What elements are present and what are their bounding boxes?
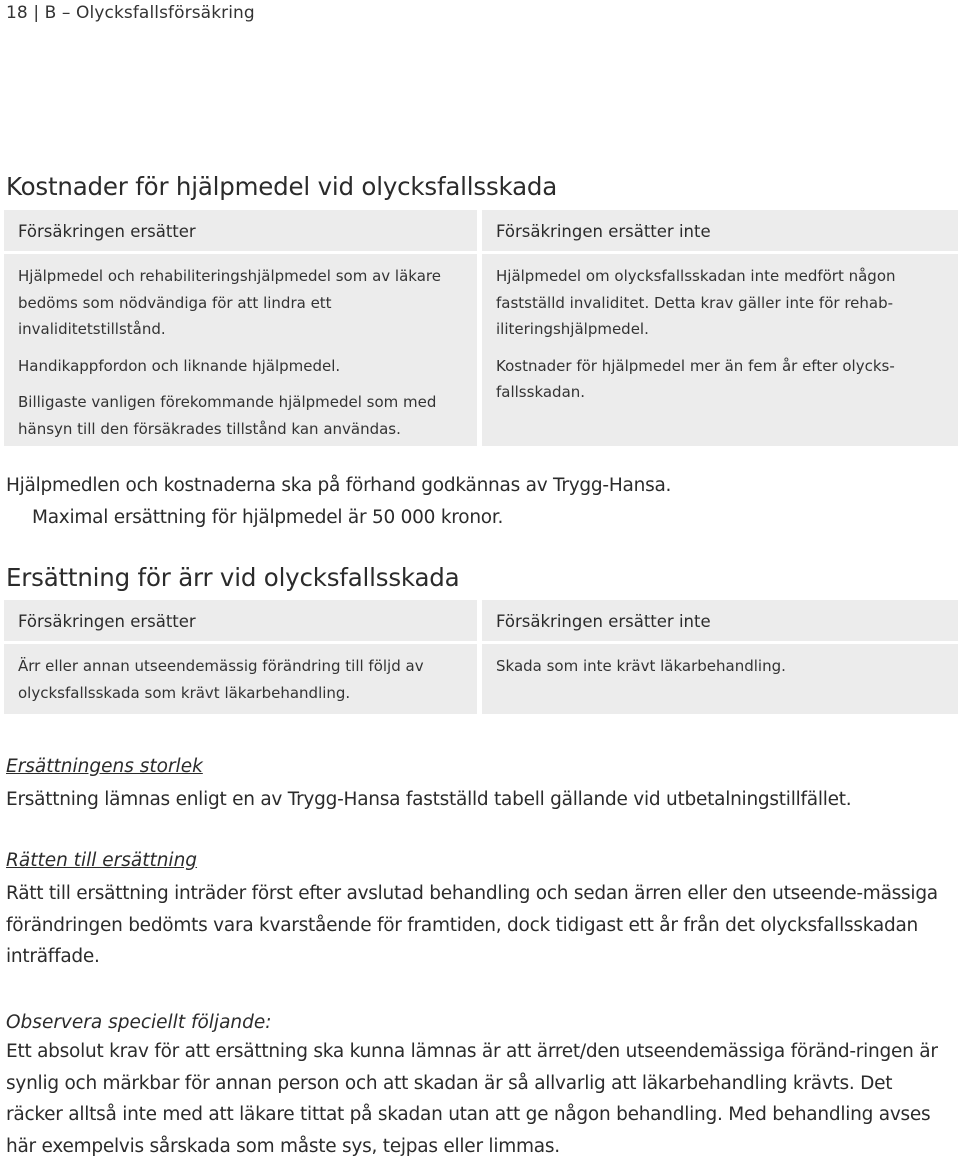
not-covered-box-scars xyxy=(482,600,958,714)
not-covered-heading: Försäkringen ersätter inte xyxy=(496,612,711,631)
covered-list xyxy=(18,653,471,716)
covered-box-scars xyxy=(4,600,477,714)
divider xyxy=(482,641,958,644)
observe-heading: Observera speciellt följande: xyxy=(6,1012,272,1033)
max-compensation-line: Maximal ersättning för hjälpmedel är 50 000 kronor. xyxy=(32,506,504,528)
right-to-compensation-heading: Rätten till ersättning xyxy=(6,850,198,871)
divider xyxy=(482,251,958,254)
divider xyxy=(4,641,477,644)
not-covered-list xyxy=(496,653,952,690)
approval-note-line: Hjälpmedlen och kostnaderna ska på förhand godkännas av Trygg-Hansa. xyxy=(6,475,672,496)
not-covered-list xyxy=(496,263,952,416)
not-covered-item: Skada som inte krävt läkarbehandling. xyxy=(496,657,786,675)
running-header: 18 | B – Olycksfallsförsäkring xyxy=(6,3,255,23)
covered-heading: Försäkringen ersätter xyxy=(18,222,196,241)
not-covered-heading: Försäkringen ersätter inte xyxy=(496,222,711,241)
divider xyxy=(4,251,477,254)
not-covered-item: Kostnader för hjälpmedel mer än fem år efter olycks-fallsskadan. xyxy=(496,356,895,401)
right-to-compensation-text: Rätt till ersättning inträder först efter avslutad behandling och sedan ärren eller den utseende-mässiga förändringen bedömts vara kvarstående för framtiden, dock tidigast ett år från det olycksfallsskadan inträffade. xyxy=(6,883,938,967)
covered-item: Billigaste vanligen förekommande hjälpmedel som med hänsyn till den försäkrades tillstånd kan användas. xyxy=(18,393,437,438)
compensation-size-heading: Ersättningens storlek xyxy=(6,756,203,777)
covered-item: Hjälpmedel och rehabiliteringshjälpmedel som av läkare bedöms som nödvändiga för att lindra ett invaliditetstillstånd. xyxy=(18,267,441,338)
not-covered-item: Hjälpmedel om olycksfallsskadan inte medfört någon fastställd invaliditet. Detta krav gäller inte för rehab-iliteringshjälpmedel. xyxy=(496,267,896,338)
approval-note xyxy=(6,470,952,533)
observe-text: Ett absolut krav för att ersättning ska kunna lämnas är att ärret/den utseendemässiga föränd-ringen är synlig och märkbar för annan person och att skadan är så allvarlig att läkarbehandling krävts. Det räcker alltså inte med att läkare tittat på skadan utan att ge någon behandling. Med behandling avses här exempelvis sårskada som måste sys, tejpas eller limmas. xyxy=(6,1041,938,1157)
covered-item: Ärr eller annan utseendemässig förändring till följd av olycksfallsskada som krävt läkarbehandling. xyxy=(18,657,424,702)
section-title-scars: Ersättning för ärr vid olycksfallsskada xyxy=(6,563,460,592)
covered-list xyxy=(18,263,471,452)
compensation-size-text: Ersättning lämnas enligt en av Trygg-Hansa fastställd tabell gällande vid utbetalningstillfället. xyxy=(6,789,852,810)
covered-item: Handikappfordon och liknande hjälpmedel. xyxy=(18,356,341,375)
covered-heading: Försäkringen ersätter xyxy=(18,612,196,631)
covered-box-aids xyxy=(4,210,477,446)
not-covered-box-aids xyxy=(482,210,958,446)
section-title-aids: Kostnader för hjälpmedel vid olycksfallsskada xyxy=(6,172,558,201)
